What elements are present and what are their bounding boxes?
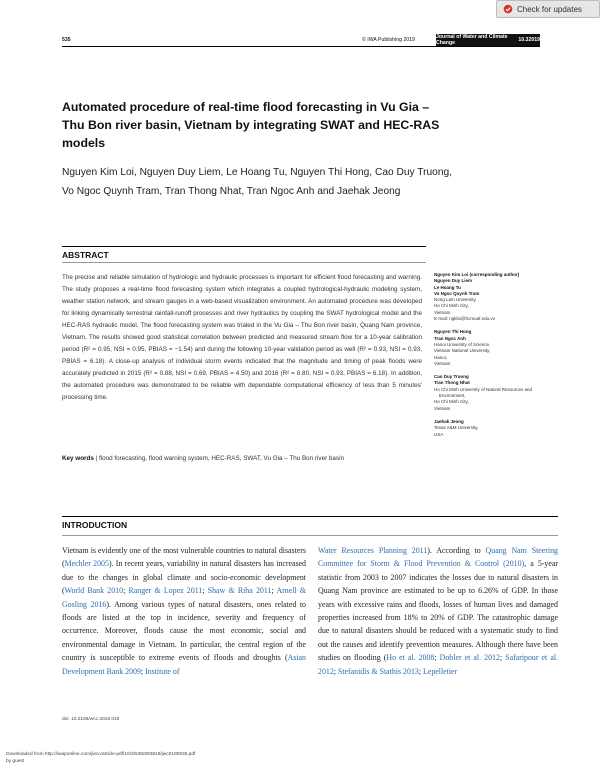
journal-name: Journal of Water and Climate Change xyxy=(436,34,508,46)
publisher-copyright: © IWA Publishing 2019 xyxy=(362,37,415,43)
intro-text: ; xyxy=(418,666,424,676)
doi: doi: 10.2166/wcc.2018.015 xyxy=(62,717,120,722)
reference-link[interactable]: Arnell & Gosling 2016 xyxy=(62,586,306,609)
intro-text: ; xyxy=(333,666,338,676)
intro-text: ; xyxy=(140,666,146,676)
affiliation-names: Cao Duy Truong Tran Thong Nhat xyxy=(434,374,470,386)
affiliation-address: Hanoi University of Science, Vietnam National University, Hanoi, Vietnam xyxy=(434,341,491,366)
abstract-subrule xyxy=(62,262,426,263)
reference-link[interactable]: Shaw & Riha 2011 xyxy=(207,586,272,596)
author-list: Nguyen Kim Loi, Nguyen Duy Liem, Le Hoang Tu, Nguyen Thi Hong, Cao Duy Truong, Vo Ngoc Quynh Tram, Tran Thong Nhat, Tran Ngoc Anh and Jaehak Jeong xyxy=(62,167,452,197)
affiliation-address: Ho Chi Minh University of Natural Resources and Environment, Ho Chi Minh City, Vietnam xyxy=(434,386,533,411)
reference-link[interactable]: Dobler et al. 2012 xyxy=(439,653,500,663)
reference-link[interactable]: Lepelletier xyxy=(423,666,458,676)
reference-link[interactable]: Mechler 2005 xyxy=(64,559,109,569)
intro-text: ; xyxy=(434,653,440,663)
reference-link[interactable]: Institute of xyxy=(145,666,180,676)
affiliation-names: Nguyen Thi Hong Tran Ngoc Anh xyxy=(434,329,472,341)
affiliation-group xyxy=(434,374,559,412)
affiliation-group xyxy=(434,419,559,438)
keywords: Key words | flood forecasting, flood warning system, HEC-RAS, SWAT, Vu Gia – Thu Bon river basin xyxy=(62,455,344,462)
intro-text: ; xyxy=(123,586,129,596)
intro-subrule xyxy=(62,535,558,536)
intro-text: ). Among various types of natural disasters, ones related to floods are listed at the top in incidence, severity and frequency of occurrence. Moreover, floods cause the most economic, social and environmental damage in Vietnam. In particular, the central region of the country is susceptible to extreme events of floods and droughts ( xyxy=(62,599,306,663)
abstract-rule xyxy=(62,246,426,247)
keywords-list: flood forecasting, flood warning system, HEC-RAS, SWAT, Vu Gia – Thu Bon river basin xyxy=(99,455,344,462)
intro-text: ; xyxy=(499,653,506,663)
intro-column-right xyxy=(318,544,558,678)
journal-year: 2019 xyxy=(528,37,540,43)
introduction-heading: INTRODUCTION xyxy=(62,520,128,530)
journal-banner xyxy=(436,34,540,46)
reference-link[interactable]: Safaripour et al. 2012 xyxy=(318,653,558,676)
check-updates-icon xyxy=(503,4,513,14)
running-header xyxy=(62,34,540,47)
reference-link[interactable]: Water Resources Planning 2011 xyxy=(318,546,428,555)
check-for-updates-button[interactable] xyxy=(496,0,600,18)
check-updates-label: Check for updates xyxy=(517,4,582,14)
intro-rule xyxy=(62,516,558,517)
keywords-label: Key words xyxy=(62,455,94,462)
reference-link[interactable]: Asian Development Bank 2009 xyxy=(62,653,306,676)
intro-text: , a 5-year statistic from 2003 to 2007 indicates the losses due to natural disasters in Quang Nam province are estimated to be up to 6.26% of GDP. In those years with excessive rains and floods, losses of human lives and damaged properties increased from 18% to 20% of GDP. The catastrophic damage due to natural disasters should be reduced with a systematic study to find out the causes and identify prevention measures. Although there have been studies on flooding ( xyxy=(318,559,558,663)
reference-link[interactable]: Quang Nam Steering Committee for Storm & Flood Prevention & Control (2010) xyxy=(318,546,558,569)
reference-link[interactable]: Stefanidis & Stathis 2013 xyxy=(337,666,419,676)
affiliation-names: Jaehak Jeong xyxy=(434,418,464,424)
reference-link[interactable]: Ho et al. 2008 xyxy=(386,653,435,663)
intro-text: ). According to xyxy=(427,546,486,555)
affiliation-names: Nguyen Kim Loi (corresponding author) Nguyen Duy Liem Le Hoang Tu Vo Ngoc Quynh Tram xyxy=(434,272,520,296)
intro-text: Vietnam is evidently one of the most vulnerable countries to natural disasters ( xyxy=(62,546,306,569)
reference-link[interactable]: World Bank 2010 xyxy=(64,586,124,596)
affiliation-group xyxy=(434,272,559,322)
intro-text: ; xyxy=(202,586,208,596)
article-title: Automated procedure of real-time flood forecasting in Vu Gia – Thu Bon river basin, Vietnam by integrating SWAT and HEC-RAS models xyxy=(62,100,440,150)
affiliations xyxy=(434,272,559,445)
abstract-heading: ABSTRACT xyxy=(62,250,109,260)
download-note: Downloaded from http://iwaponline.com/jwcc/article-pdf/10/3/535/593818/jwc0100535.pdf by guest xyxy=(6,752,196,764)
reference-link[interactable]: Ranger & Lopez 2011 xyxy=(128,586,203,596)
abstract-text: The precise and reliable simulation of hydrologic and hydraulic processes is important for efficient flood forecasting and warning. The study proposes a real-time flood forecasting system which integrates a coupled hydrological-hydraulic modeling system, weather station network, and stream gauges in a web-based visualization environment. An automated procedure was developed for linking dynamically terrestrial rainfall-runoff processes and river hydraulics by coupling the SWAT hydrological model and the HEC-RAS hydraulic model. The flood forecasting system was trialed in the Vu Gia – Thu Bon river basin, Quang Nam province, Vietnam. The results showed good statistical correlation between predicted and measured stream flow for a 10-year calibration period (R² = 0.95, NSI = 0.95, PBIAS = −1.54) and during the following 10-year validation period as well (R² = 0.93, NSI = 0.93, PBIAS = 6.18). A close-up analysis of individual storm events indicated that the magnitude and timing of peak floods were accurately predicted in 2015 (R² = 0.88, NSI = 0.69, PBIAS = 4.50) and 2016 (R² = 0.80, NSI = 0.93, PBIAS = 6.18). In addition, the automated procedure was demonstrated to be reliable with dependable computational efficiency of less than 5 minutes' processing time. xyxy=(62,274,422,401)
affiliation-address: Nong Lam University, Ho Chi Minh City, Vietnam E-mail: ngkloi@hcmuaf.edu.vn xyxy=(434,297,496,322)
intro-column-left xyxy=(62,544,306,678)
journal-volume: 10.3 xyxy=(518,37,529,43)
intro-text: ; xyxy=(271,586,277,596)
intro-text: ). In recent years, variability in natural disasters has increased due to the changes in global climate and socio-economic development ( xyxy=(62,559,306,596)
affiliation-address: Texas A&M University, USA xyxy=(434,425,479,437)
affiliation-group xyxy=(434,329,559,367)
page-number: 535 xyxy=(62,37,71,43)
